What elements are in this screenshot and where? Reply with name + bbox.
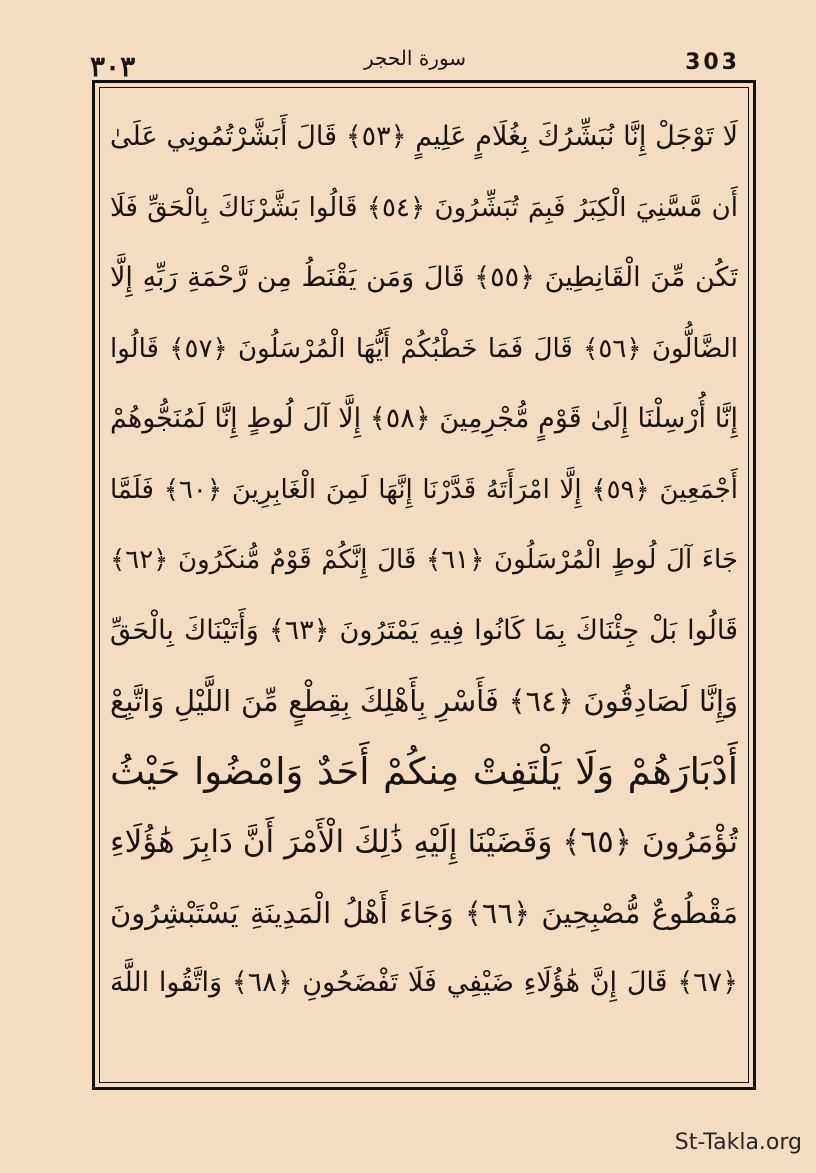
verse-line-13: ﴿٦٧﴾ قَالَ إِنَّ هَٰؤُلَاءِ ضَيْفِي فَلَا تَفْضَحُونِ ﴿٦٨﴾ وَاتَّقُوا اللَّهَ	[110, 967, 738, 998]
page-header	[90, 44, 740, 83]
page-frame	[92, 80, 756, 1090]
verse-line-3: تَكُن مِّنَ الْقَانِطِينَ ﴿٥٥﴾ قَالَ وَمَن يَقْنَطُ مِن رَّحْمَةِ رَبِّهِ إِلَّا	[110, 262, 738, 293]
page-number-arabic: ٣٠٣	[90, 50, 136, 83]
watermark: St-Takla.org	[674, 1130, 802, 1155]
verse-line-12: مَقْطُوعٌ مُّصْبِحِينَ ﴿٦٦﴾ وَجَاءَ أَهْلُ الْمَدِينَةِ يَسْتَبْشِرُونَ	[110, 895, 738, 930]
page-number-latin: 303	[685, 50, 740, 75]
verse-line-8: قَالُوا بَلْ جِئْنَاكَ بِمَا كَانُوا فِيهِ يَمْتَرُونَ ﴿٦٣﴾ وَأَتَيْنَاكَ بِالْحَقِّ	[110, 614, 738, 646]
verse-line-10: أَدْبَارَهُمْ وَلَا يَلْتَفِتْ مِنكُمْ أَحَدٌ وَامْضُوا حَيْثُ	[110, 749, 738, 793]
verse-line-6: أَجْمَعِينَ ﴿٥٩﴾ إِلَّا امْرَأَتَهُ قَدَّرْنَا إِنَّهَا لَمِنَ الْغَابِرِينَ ﴿٦٠﴾ فَلَمَّا	[110, 474, 738, 505]
surah-title: سورة الحجر	[363, 46, 467, 70]
verse-line-11: تُؤْمَرُونَ ﴿٦٥﴾ وَقَضَيْنَا إِلَيْهِ ذَٰلِكَ الْأَمْرَ أَنَّ دَابِرَ هَٰؤُلَاءِ	[110, 824, 738, 860]
verse-line-2: أَن مَّسَّنِيَ الْكِبَرُ فَبِمَ تُبَشِّرُونَ ﴿٥٤﴾ قَالُوا بَشَّرْنَاكَ بِالْحَقِّ فَلَا	[110, 192, 738, 223]
verse-line-5: إِنَّا أُرْسِلْنَا إِلَىٰ قَوْمٍ مُّجْرِمِينَ ﴿٥٨﴾ إِلَّا آلَ لُوطٍ إِنَّا لَمُنَجُّوهُمْ	[110, 403, 738, 434]
verse-line-1: لَا تَوْجَلْ إِنَّا نُبَشِّرُكَ بِغُلَامٍ عَلِيمٍ ﴿٥٣﴾ قَالَ أَبَشَّرْتُمُونِي عَلَىٰ	[110, 121, 738, 152]
text-area	[110, 102, 738, 1068]
verse-line-7: جَاءَ آلَ لُوطٍ الْمُرْسَلُونَ ﴿٦١﴾ قَالَ إِنَّكُمْ قَوْمٌ مُّنكَرُونَ ﴿٦٢﴾	[110, 545, 738, 575]
page-frame-inner	[99, 87, 749, 1083]
verse-line-9: وَإِنَّا لَصَادِقُونَ ﴿٦٤﴾ فَأَسْرِ بِأَهْلِكَ بِقِطْعٍ مِّنَ اللَّيْلِ وَاتَّبِعْ	[110, 684, 738, 718]
verse-line-4: الضَّالُّونَ ﴿٥٦﴾ قَالَ فَمَا خَطْبُكُمْ أَيُّهَا الْمُرْسَلُونَ ﴿٥٧﴾ قَالُوا	[110, 333, 738, 364]
